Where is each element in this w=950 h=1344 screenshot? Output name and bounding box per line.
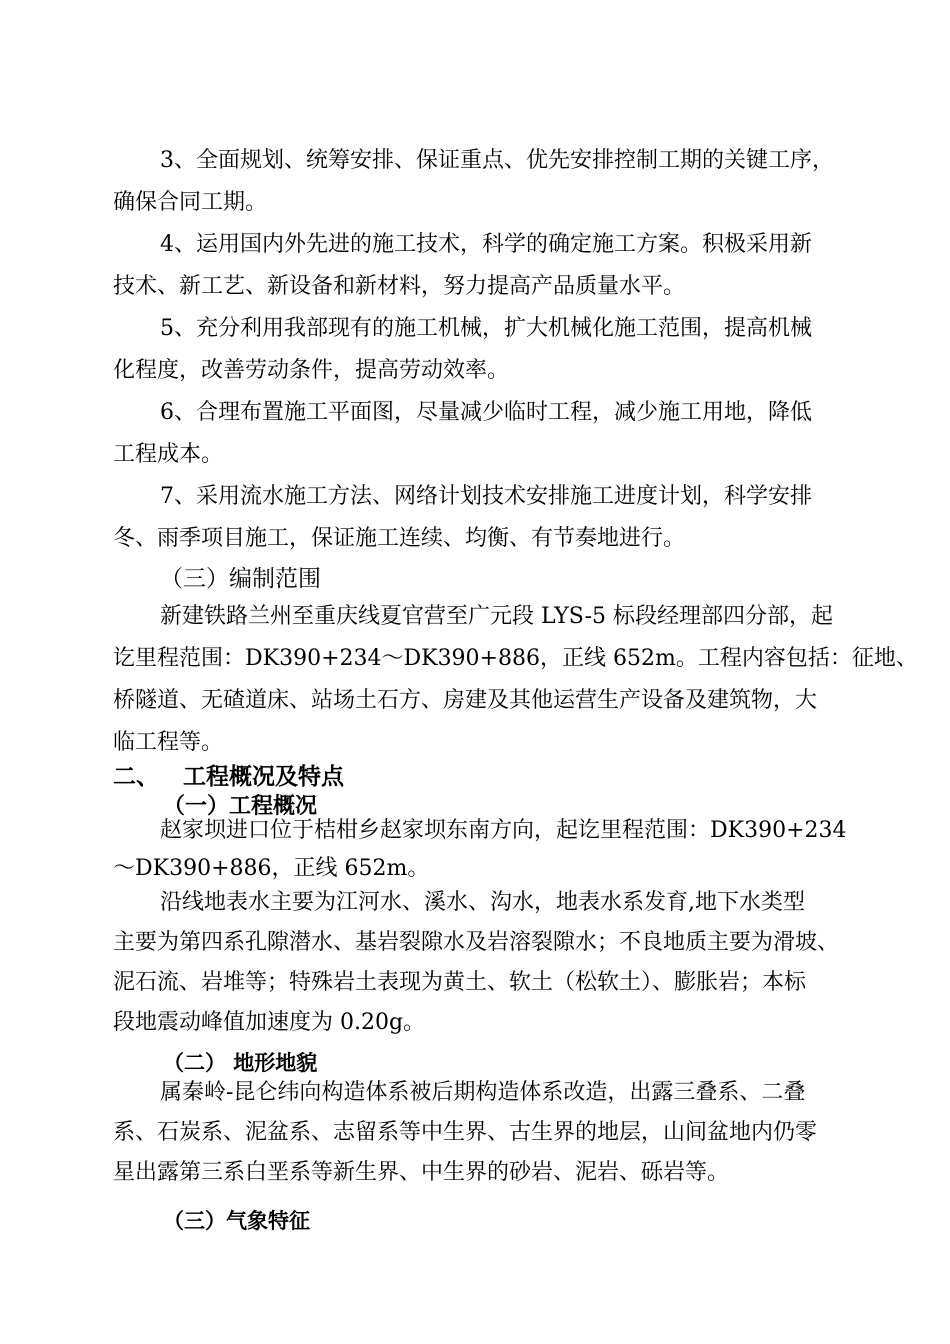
overview-p2-line-1: 沿线地表水主要为江河水、溪水、沟水，地表水系发育,地下水类型 bbox=[160, 890, 805, 915]
climate-heading: （三）气象特征 bbox=[163, 1209, 310, 1233]
item-6-line-1: 6、合理布置施工平面图，尽量减少临时工程，减少施工用地，降低 bbox=[160, 400, 812, 425]
terrain-line-2: 系、石炭系、泥盆系、志留系等中生界、古生界的地层，山间盆地内仍零 bbox=[113, 1120, 818, 1145]
item-4-line-2: 技术、新工艺、新设备和新材料，努力提高产品质量水平。 bbox=[113, 274, 686, 299]
item-3-line-2: 确保合同工期。 bbox=[113, 190, 268, 215]
terrain-line-1: 属秦岭-昆仑纬向构造体系被后期构造体系改造，出露三叠系、二叠 bbox=[160, 1080, 806, 1105]
overview-p1-line-2: ～DK390+886，正线 652m。 bbox=[113, 856, 430, 881]
scope-line-4: 临工程等。 bbox=[113, 730, 224, 755]
scope-line-3: 桥隧道、无碴道床、站场土石方、房建及其他运营生产设备及建筑物，大 bbox=[113, 688, 818, 713]
section-scope-heading: （三）编制范围 bbox=[160, 566, 321, 592]
item-7-line-1: 7、采用流水施工方法、网络计划技术安排施工进度计划，科学安排 bbox=[160, 484, 812, 509]
scope-line-1: 新建铁路兰州至重庆线夏官营至广元段 LYS-5 标段经理部四分部，起 bbox=[160, 604, 834, 629]
terrain-line-3: 星出露第三系白垩系等新生界、中生界的砂岩、泥岩、砾岩等。 bbox=[113, 1160, 730, 1185]
item-6-line-2: 工程成本。 bbox=[113, 442, 224, 467]
overview-p2-line-4: 段地震动峰值加速度为 0.20g。 bbox=[113, 1010, 426, 1035]
scope-line-2: 讫里程范围：DK390+234～DK390+886，正线 652m。工程内容包括：征地、 bbox=[113, 646, 918, 671]
item-5-line-1: 5、充分利用我部现有的施工机械，扩大机械化施工范围，提高机械 bbox=[160, 316, 812, 341]
overview-heading: （一）工程概况 bbox=[163, 794, 318, 819]
overview-p1-line-1: 赵家坝进口位于桔柑乡赵家坝东南方向，起讫里程范围：DK390+234 bbox=[160, 818, 847, 843]
overview-p2-line-2: 主要为第四系孔隙潜水、基岩裂隙水及岩溶裂隙水；不良地质主要为滑坡、 bbox=[113, 930, 840, 955]
overview-p2-line-3: 泥石流、岩堆等；特殊岩土表现为黄土、软土（松软土）、膨胀岩；本标 bbox=[113, 970, 807, 995]
item-5-line-2: 化程度，改善劳动条件，提高劳动效率。 bbox=[113, 358, 510, 383]
item-3-line-1: 3、全面规划、统筹安排、保证重点、优先安排控制工期的关键工序， bbox=[160, 148, 834, 173]
chapter-title: 工程概况及特点 bbox=[183, 764, 344, 790]
chapter-number: 二、 bbox=[113, 764, 159, 790]
item-7-line-2: 冬、雨季项目施工，保证施工连续、均衡、有节奏地进行。 bbox=[113, 526, 686, 551]
terrain-heading: （二） 地形地貌 bbox=[163, 1051, 318, 1075]
item-4-line-1: 4、运用国内外先进的施工技术，科学的确定施工方案。积极采用新 bbox=[160, 232, 812, 257]
